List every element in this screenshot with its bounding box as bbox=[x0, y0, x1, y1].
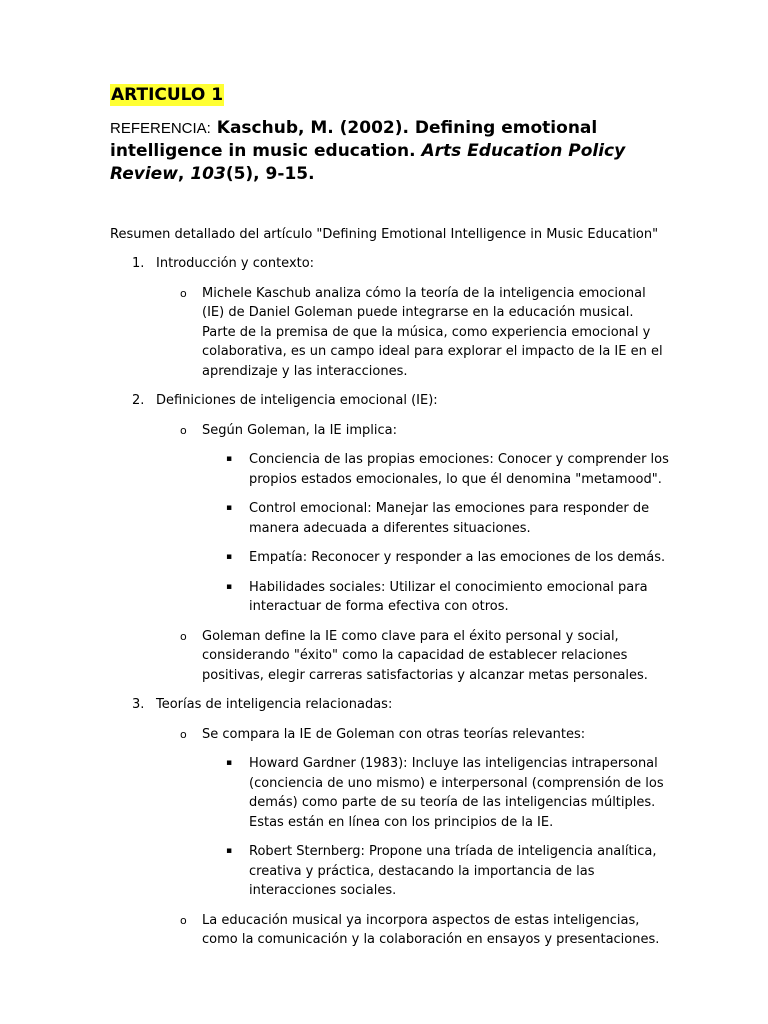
list-item-text: Se compara la IE de Goleman con otras teorías relevantes: bbox=[202, 726, 586, 742]
square-bullet-icon: ▪ bbox=[226, 552, 233, 562]
square-bullet-icon: ▪ bbox=[226, 758, 233, 768]
sub-list-item-text: Robert Sternberg: Propone una tríada de inteligencia analítica, creativa y práctica, destacando la importancia de las interacciones sociales. bbox=[249, 844, 657, 898]
list-item bbox=[110, 627, 670, 686]
section-item bbox=[110, 391, 670, 411]
section-title: Definiciones de inteligencia emocional (IE): bbox=[156, 393, 438, 408]
list-item-text: Michele Kaschub analiza cómo la teoría de la inteligencia emocional (IE) de Daniel Goleman puede integrarse en la educación musical. Parte de la premisa de que la música, como experiencia emocional y colaborativa, es un campo ideal para explorar el impacto de la IE en el aprendizaje y las interacciones. bbox=[202, 285, 663, 379]
sub-list-item-text: Control emocional: Manejar las emociones para responder de manera adecuada a diferentes situaciones. bbox=[249, 501, 650, 536]
circle-bullet-icon: o bbox=[180, 286, 187, 300]
document-page bbox=[110, 84, 670, 950]
sub-list-item bbox=[110, 578, 670, 617]
section-item bbox=[110, 695, 670, 715]
citation-comma: , bbox=[177, 164, 191, 184]
section-item bbox=[110, 254, 670, 274]
sub-list-item-text: Howard Gardner (1983): Incluye las inteligencias intrapersonal (conciencia de uno mismo) e interpersonal (comprensión de los demás) como parte de su teoría de las inteligencias múltiples. Estas están en línea con los principios de la IE. bbox=[249, 756, 664, 830]
section-number: 3. bbox=[132, 697, 145, 712]
sub-list-item-text: Conciencia de las propias emociones: Conocer y comprender los propios estados emocionales, lo que él denomina "metamood". bbox=[249, 452, 669, 487]
sub-list-item bbox=[110, 548, 670, 568]
summary-intro: Resumen detallado del artículo "Defining Emotional Intelligence in Music Education" bbox=[110, 227, 659, 242]
circle-bullet-icon: o bbox=[180, 727, 187, 741]
citation-authors-title: Kaschub, M. (2002). Defining emotional intelligence in music education. bbox=[110, 118, 598, 161]
citation-volume: 103 bbox=[190, 164, 226, 184]
circle-bullet-icon: o bbox=[180, 423, 187, 437]
sub-list-item bbox=[110, 754, 670, 832]
sub-list-item bbox=[110, 450, 670, 489]
article-heading: ARTICULO 1 bbox=[111, 85, 224, 105]
square-bullet-icon: ▪ bbox=[226, 581, 233, 592]
sub-list-item bbox=[110, 499, 670, 538]
section-title: Introducción y contexto: bbox=[156, 256, 315, 271]
sub-list-item-text: Habilidades sociales: Utilizar el conocimiento emocional para interactuar de forma efectiva con otros. bbox=[249, 579, 648, 614]
citation-journal: Arts Education Policy Review bbox=[110, 141, 626, 184]
square-bullet-icon: ▪ bbox=[226, 454, 233, 464]
citation-issue-pages: (5), 9-15. bbox=[225, 164, 315, 184]
list-item bbox=[110, 421, 670, 441]
section-title: Teorías de inteligencia relacionadas: bbox=[156, 697, 393, 712]
square-bullet-icon: ▪ bbox=[226, 503, 233, 513]
list-item-text: La educación musical ya incorpora aspectos de estas inteligencias, como la comunicación y la colaboración en ensayos y presentaciones. bbox=[202, 912, 660, 947]
list-item-text: Según Goleman, la IE implica: bbox=[202, 422, 398, 438]
list-item bbox=[110, 725, 670, 745]
list-item bbox=[110, 911, 670, 950]
section-number: 2. bbox=[132, 393, 145, 408]
list-item-text: Goleman define la IE como clave para el éxito personal y social, considerando "éxito" como la capacidad de establecer relaciones positivas, elegir carreras satisfactorias y alcanzar metas personales. bbox=[202, 628, 648, 683]
reference-citation bbox=[110, 117, 670, 186]
sub-list-item bbox=[110, 842, 670, 901]
circle-bullet-icon: o bbox=[180, 913, 187, 927]
sub-list-item-text: Empatía: Reconocer y responder a las emociones de los demás. bbox=[249, 550, 666, 565]
list-item bbox=[110, 284, 670, 382]
square-bullet-icon: ▪ bbox=[226, 846, 233, 856]
section-number: 1. bbox=[132, 256, 145, 271]
circle-bullet-icon: o bbox=[180, 629, 187, 643]
reference-label: REFERENCIA: bbox=[110, 120, 211, 137]
